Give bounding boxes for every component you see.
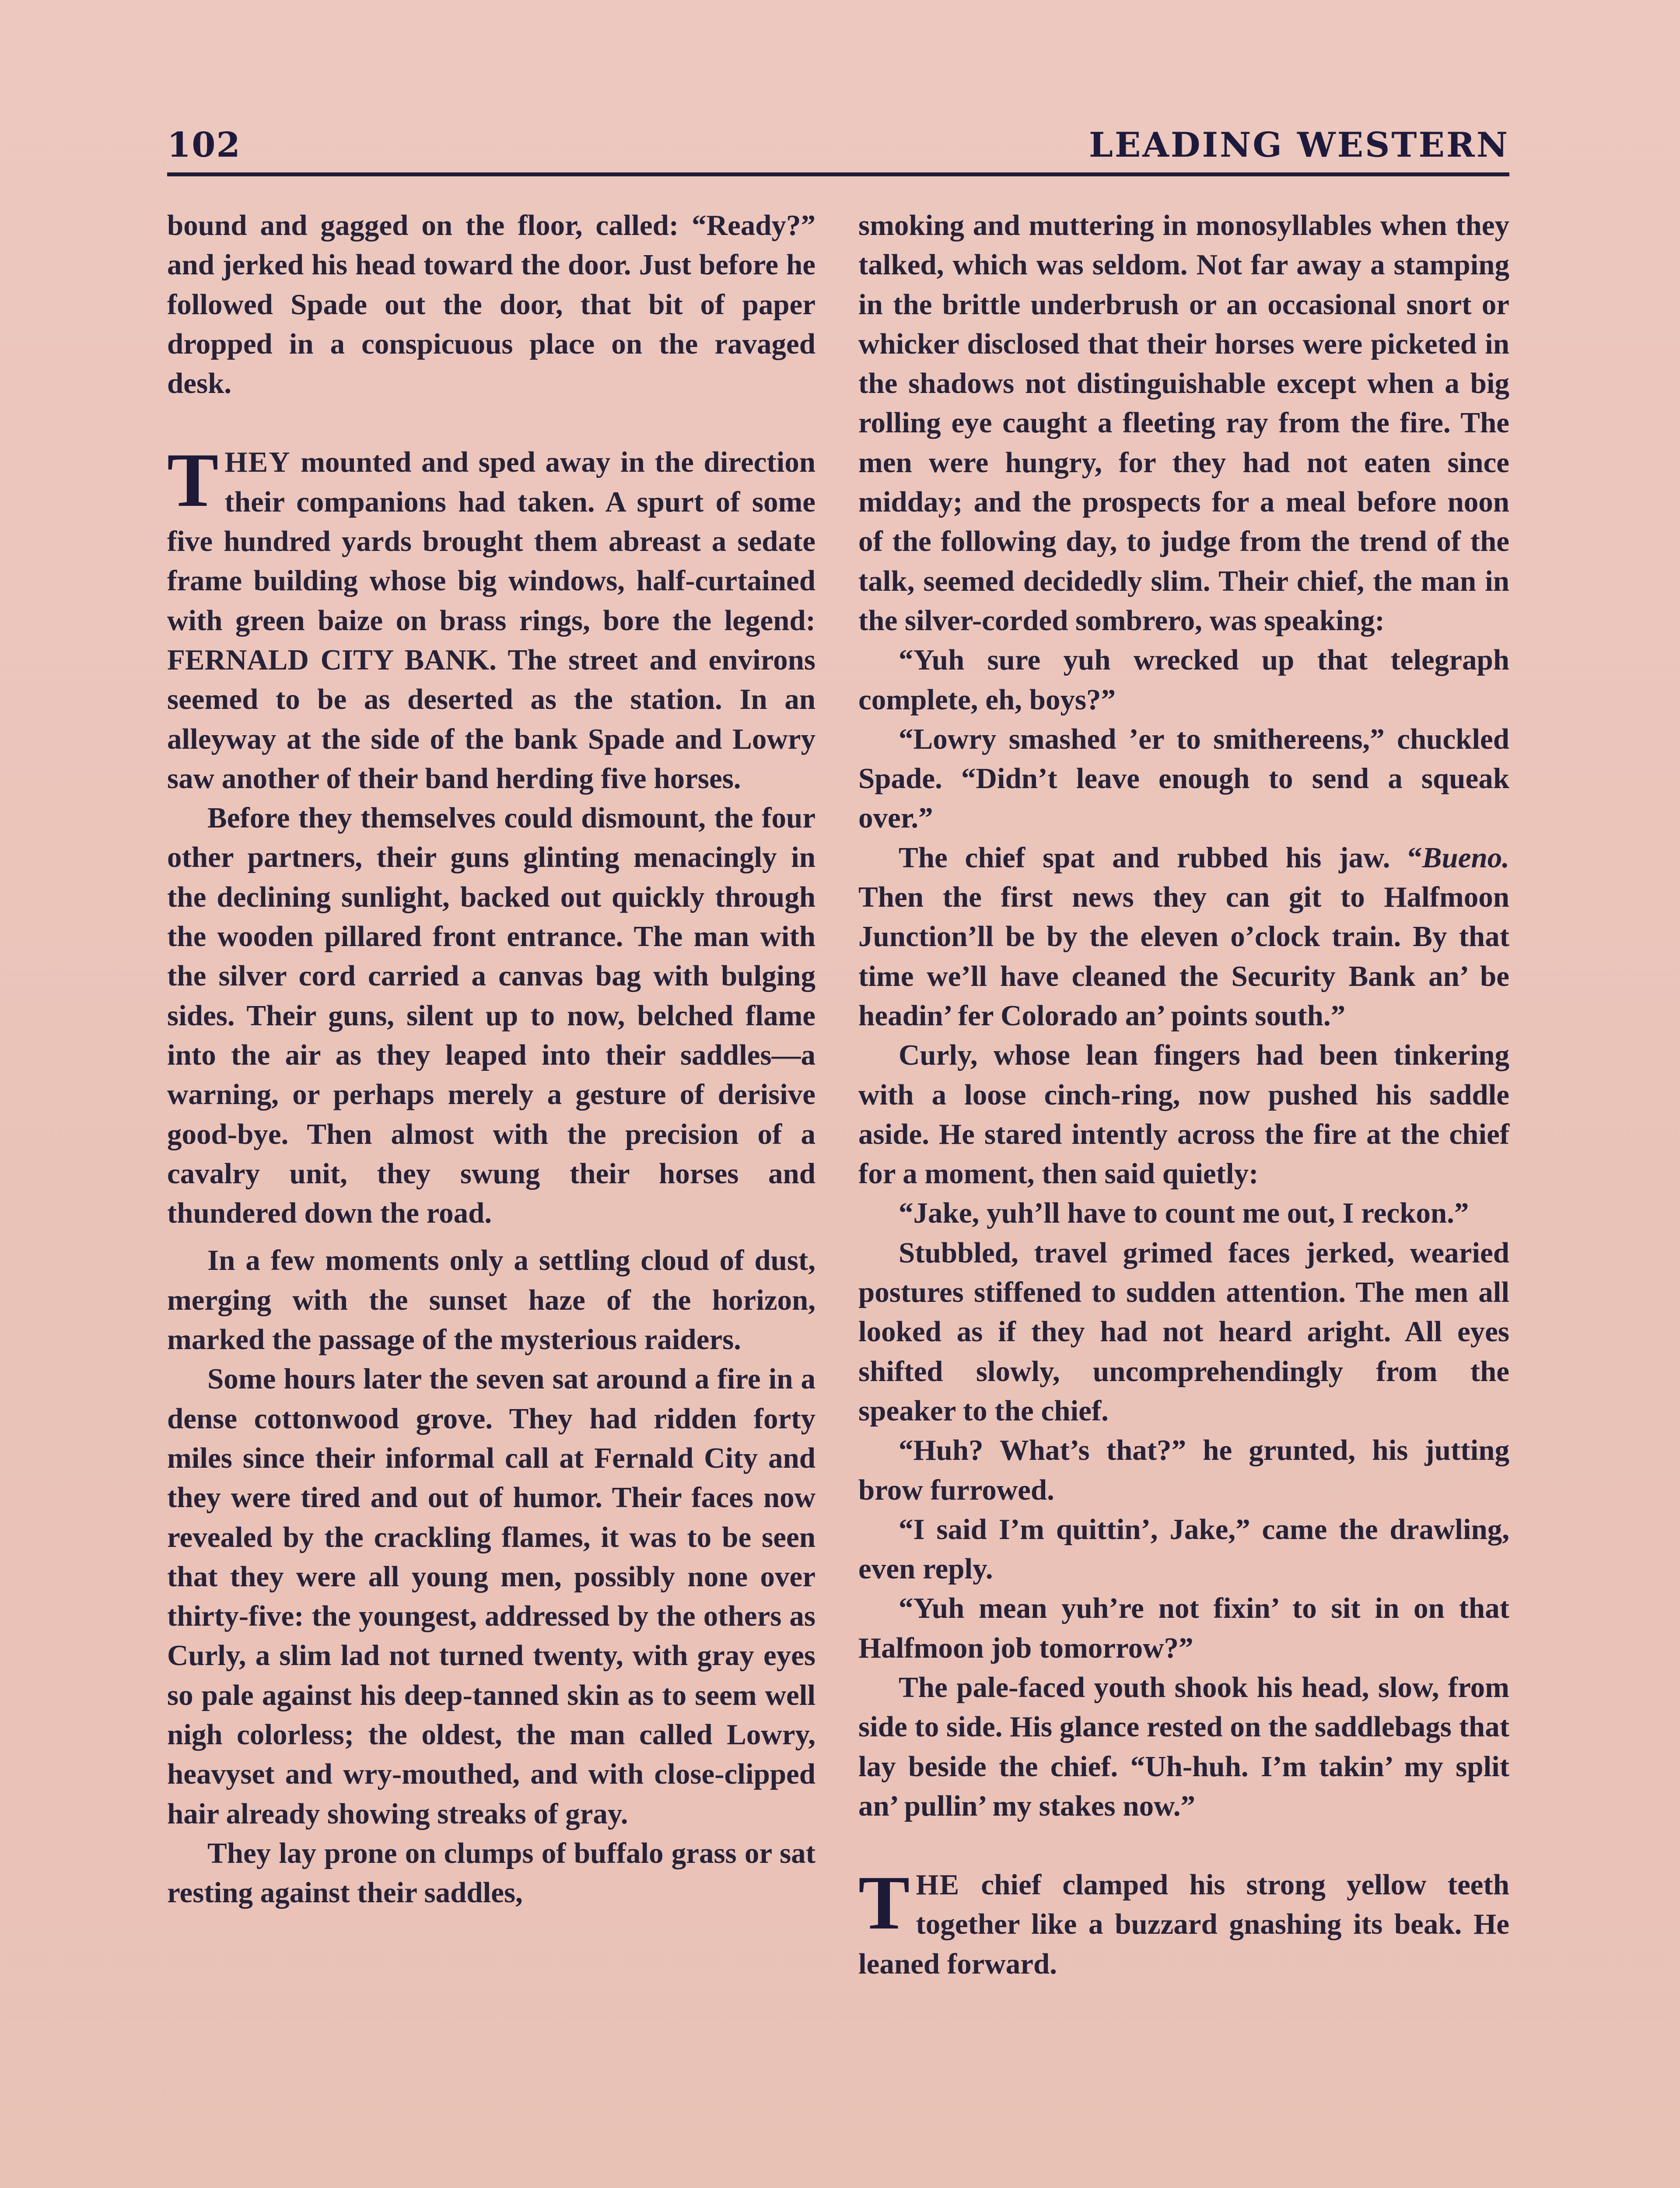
paragraph: Stubbled, travel grimed faces jerked, wearied postures stiffened to sudden attention. The men all looked as if they had not heard aright. All eyes shifted slowly, uncomprehendingly from the speaker to the chief. — [858, 1236, 1509, 1427]
running-head: LEADING WESTERN — [1089, 125, 1509, 165]
paragraph: smoking and muttering in monosyllables when they talked, which was seldom. Not far away a stamping in the brittle underbrush or an occasional snort or whicker disclosed that their horses were picketed in the shadows not distinguishable except when a big rolling eye caught a fleeting ray from the fire. The men were hungry, for they had not eaten since midday; and the prospects for a meal before noon of the following day, to judge from the trend of the talk, seemed decidedly slim. Their chief, the man in the silver-corded sombrero, was speaking: — [858, 209, 1509, 637]
paragraph-text: The chief spat and rubbed his jaw. “ — [899, 841, 1422, 874]
paragraph: “I said I’m quittin’, Jake,” came the drawling, even reply. — [858, 1513, 1509, 1585]
drop-cap-smallcaps: HE — [916, 1869, 960, 1901]
section-break — [858, 1826, 1509, 1865]
paragraph: In a few moments only a settling cloud of dust, merging with the sunset haze of the horizon, marked the passage of the mysterious raiders. — [167, 1244, 816, 1356]
drop-cap: T — [858, 1860, 910, 1946]
paragraph: “Yuh mean yuh’re not fixin’ to sit in on that Halfmoon job tomorrow?” — [858, 1592, 1509, 1664]
paragraph: bound and gagged on the floor, called: “Ready?” and jerked his head toward the door. Just before he followed Spade out the door, that bit of paper dropped in a conspicuous place on the ravaged desk. — [167, 209, 816, 400]
spacer — [167, 1233, 816, 1241]
paragraph: The pale-faced youth shook his head, slow, from side to side. His glance rested on the saddlebags that lay beside the chief. “Uh-huh. I’m takin’ my split an’ pullin’ my stakes now.” — [858, 1671, 1509, 1822]
header-rule — [167, 172, 1509, 176]
drop-cap: T — [167, 438, 219, 523]
left-column — [167, 206, 816, 1912]
paragraph: Some hours later the seven sat around a fire in a dense cottonwood grove. They had ridden forty miles since their informal call at Fernald City and they were tired and out of humor. Their faces now revealed by the crackling flames, it was to be seen that they were all young men, possibly none over thirty-five: the youngest, addressed by the others as Curly, a slim lad not turned twenty, with gray eyes so pale against his deep-tanned skin as to seem well nigh colorless; the oldest, the man called Lowry, heavyset and wry-mouthed, and with close-clipped hair already showing streaks of gray. — [167, 1363, 816, 1830]
paragraph: “Jake, yuh’ll have to count me out, I reckon.” — [899, 1197, 1469, 1230]
paragraph-text: chief clamped his strong yellow teeth together like a buzzard gnashing its beak. He leaned forward. — [858, 1869, 1509, 1980]
drop-cap-smallcaps: HEY — [224, 446, 291, 479]
paragraph — [858, 838, 1509, 1035]
section-break — [167, 403, 816, 442]
paragraph: “Yuh sure yuh wrecked up that telegraph complete, eh, boys?” — [858, 644, 1509, 716]
paragraph: Before they themselves could dismount, the four other partners, their guns glinting menacingly in the declining sunlight, backed out quickly through the wooden pillared front entrance. The man with the silver cord carried a canvas bag with bulging sides. Their guns, silent up to now, belched flame into the air as they leaped into their saddles—a warning, or perhaps merely a gesture of derisive good-bye. Then almost with the precision of a cavalry unit, they swung their horses and thundered down the road. — [167, 802, 816, 1230]
paragraph: “Huh? What’s that?” he grunted, his jutting brow furrowed. — [858, 1434, 1509, 1506]
paragraph-text: Then the first news they can git to Halfmoon Junction’ll be by the eleven o’clock train. By that time we’ll have cleaned the Security Bank an’ be headin’ fer Colorado an’ points south.” — [858, 881, 1509, 1032]
paragraph: Curly, whose lean fingers had been tinkering with a loose cinch-ring, now pushed his saddle aside. He stared intently across the fire at the chief for a moment, then said quietly: — [858, 1039, 1509, 1190]
page-number: 102 — [167, 125, 241, 165]
paragraph-dropcap — [167, 438, 816, 798]
page-header — [167, 125, 1509, 173]
paragraph: They lay prone on clumps of buffalo grass or sat resting against their saddles, — [167, 1837, 816, 1909]
paragraph: “Lowry smashed ’er to smithereens,” chuckled Spade. “Didn’t leave enough to send a squeak over.” — [858, 722, 1509, 835]
paragraph-text: mounted and sped away in the direction their companions had taken. A spurt of some five hundred yards brought them abreast a sedate frame building whose big windows, half-curtained with green baize on brass rings, bore the legend: FERNALD CITY BANK. The street and environs seemed to be as deserted as the station. In an alleyway at the side of the bank Spade and Lowry saw another of their band herding five horses. — [167, 446, 816, 795]
paragraph-dropcap — [858, 1860, 1509, 1984]
right-column — [858, 206, 1509, 1984]
italic-word: Bueno. — [1422, 841, 1509, 874]
